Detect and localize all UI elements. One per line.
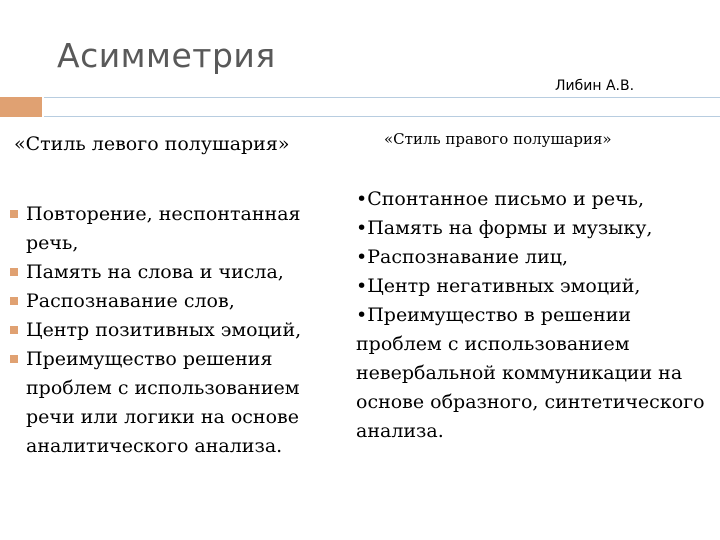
left-column-heading: «Стиль левого полушария» [14,133,290,155]
square-bullet-icon [10,210,18,218]
author-name: Либин А.В. [555,78,635,94]
list-item: Центр позитивных эмоций, [8,316,308,345]
accent-bar [0,97,42,117]
left-column-list [8,200,308,461]
square-bullet-icon [10,355,18,363]
divider-bar [44,97,720,117]
list-item: •Преимущество в решении проблем с использованием невербальной коммуникации на основе образного, синтетического анализа. [356,304,705,442]
list-item: Повторение, неспонтанная речь, [8,200,308,258]
list-item: Преимущество решения проблем с использованием речи или логики на основе аналитического анализа. [8,345,308,461]
square-bullet-icon [10,297,18,305]
list-item: •Центр негативных эмоций, [356,275,641,297]
list-item: •Память на формы и музыку, [356,217,653,239]
list-item: Память на слова и числа, [8,258,308,287]
slide-title: Асимметрия [57,36,276,75]
right-column-heading: «Стиль правого полушария» [384,130,612,148]
list-item: •Распознавание лиц, [356,246,569,268]
square-bullet-icon [10,326,18,334]
right-column-list [356,185,706,446]
square-bullet-icon [10,268,18,276]
list-item: •Спонтанное письмо и речь, [356,188,645,210]
list-item: Распознавание слов, [8,287,308,316]
